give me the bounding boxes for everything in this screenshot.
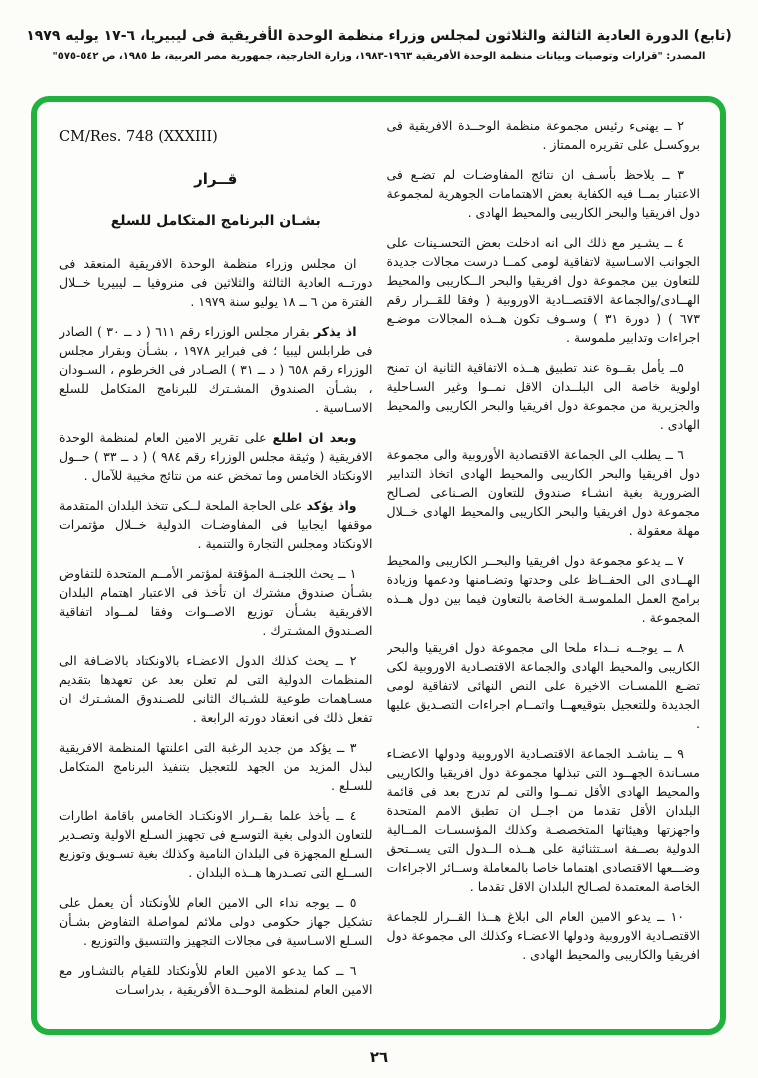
paragraph: ١٠ ــ يدعو الامين العام الى ابلاغ هــذا القــرار للجماعة الاقتصـادية الاوروبية ودولها الاعضـاء وكذلك الى مجموعة دول افريقيا والكاريبى والمحيط الهادى . bbox=[386, 909, 700, 962]
column-left bbox=[59, 116, 373, 1019]
paragraph: ٤ ــ يأخذ علما بقــرار الاونكتـاد الخامس باقامة اطارات للتعاون الدولى بغية التوسـع فى تجهيز السـلع الاولية وتصـدير السـلع المجهزة فى البلدان النامية وكذلك بغية تسـويق وتوزيع الســلع التى تصـدرها هــذه البلدان . bbox=[59, 808, 373, 881]
header-source-line: المصدر: "قرارات وتوصيات وبيانات منظمة الوحدة الأفريقية ١٩٦٣-١٩٨٣، وزارة الخارجية، جمهورية مصر العربية، ط ١٩٨٥، ص ٥٤٢-٥٧٥" bbox=[52, 51, 706, 62]
paragraph: ٢ ــ يهنىء رئيس مجموعة منظمة الوحــدة الافريقية فى بروكسـل على تقريره الممتاز . bbox=[386, 118, 700, 152]
header-session-title: (تابع) الدورة العادية الثالثة والثلاثون لمجلس وزراء منظمة الوحدة الأفريقية فى ليبيريا، ٦-١٧ يوليه ١٩٧٩ bbox=[26, 28, 732, 44]
paragraph: ٩ ــ يناشـد الجماعة الاقتصـادية الاوروبية ودولها الاعضـاء مسـاندة الجهــود التى تبذلها مجموعة دول افريقيا والكاريبى والمحيط الهادى الأقل نمــوا والتى لم تدرج بعد فى قائمة البلدان الأقل تقدما من اجــل ان تطبق الامم المتحدة واجهزتها وهيئاتها المتخصصـة وكذلك المؤسسـات المــالية الدولية بصــفة اسـتثنائية على هــذه الــدول التى يســتحق وضـــعها الاقتصادى اهتماما خاصا بالمعاملة وســائر الاجراءات الخاصة المعتمدة لصـالح البلدان الاقل تقدما . bbox=[386, 746, 700, 894]
page-header bbox=[0, 0, 758, 62]
resolution-title: قــرار bbox=[194, 170, 238, 189]
paragraph-lead: واذ يؤكد bbox=[306, 498, 357, 514]
right-column-paragraphs bbox=[387, 116, 701, 964]
page-number: ٢٦ bbox=[369, 1048, 389, 1066]
column-right bbox=[387, 116, 701, 1019]
paragraph: ٤ ــ يشـير مع ذلك الى انه ادخلت بعض التحسـينات على الجوانب الاسـاسية لاتفاقية لومى كمــا درست مجالات جديدة للتعاون بين مجموعة دول افريقيا والبحر الــكاريبى والمحيط الهــادى/والجماعة الاقتصــادية الاوروبية ( وفقا للقــرار رقم ٦٧٣ ) ( دورة ٣١ ) وسـوف تكون هــذه المجالات موضـع اجراءات وتدابير ملموسة . bbox=[386, 235, 700, 345]
paragraph: ٣ ــ يؤكد من جديد الرغبة التى اعلنتها المنظمة الافريقية لبذل المزيد من الجهد للتعجيل بتنفيذ البرنامج المتكامل للسـلع . bbox=[59, 740, 373, 794]
paragraph: ٥ ــ يوجه نداء الى الامين العام للأونكتاد أن يعمل على تشكيل جهاز حكومى دولى ملائم لمواصلة التفاوض بشـأن السـلع الاسـاسية فى مجالات التجهيز والتنسيق والتوزيع . bbox=[59, 895, 373, 949]
paragraph-lead: اذ يذكر bbox=[314, 324, 357, 340]
paragraph: ٥ــ يأمل بقــوة عند تطبيق هــذه الاتفاقية الثانية ان تمنح اولوية خاصة الى البلــدان الاقل نمــوا وغير السـاحلية والجزيرية من مجموعة دول افريقيا والبحر الكاريبى والمحيط الهادى . bbox=[386, 360, 700, 432]
paragraph: ان مجلس وزراء منظمة الوحدة الافريقية المنعقد فى دورتــه العادية الثالثة والثلاثين فى منروفيا ــ ليبيريا خــلال الفترة من ٦ ــ ١٨ يوليو سنة ١٩٧٩ . bbox=[59, 256, 373, 310]
paragraph: ٧ ــ يدعو مجموعة دول افريقيا والبحــر الكاريبى والمحيط الهــادى الى الحفــاظ على وحدتها وتضـامنها ودعمها وزيادة برامج العمل الملموسـة الخاصة بالتعاون فيما بين دول هــذه المجموعة . bbox=[386, 553, 700, 625]
paragraph-lead: وبعد ان اطلع bbox=[272, 430, 357, 446]
resolution-subtitle: بشـان البرنامج المتكامل للسلع bbox=[110, 212, 321, 229]
left-column-paragraphs bbox=[59, 254, 373, 999]
paragraph: واذ يؤكد على الحاجة الملحة لــكى تتخذ البلدان المتقدمة موقفها ايجابيا فى المفاوضـات الدولية خــلال مؤتمرات الاونكتاد ومجلس التجارة والتنمية . bbox=[59, 498, 373, 552]
paragraph: ١ ــ يحث اللجنــة المؤقتة لمؤتمر الأمــم المتحدة للتفاوض بشـأن صندوق مشترك ان تأخذ فى الاعتبار اهتمام البلدان الافريقية بشـأن توزيع الاصــوات وفقا لمــواد اتفاقية الصـندوق المشـترك . bbox=[59, 566, 373, 639]
paragraph: وبعد ان اطلع على تقرير الامين العام لمنظمة الوحدة الافريقية ( وثيقة مجلس الوزراء رقم ٩٨٤ ) ( د ــ ٣٣ ) حــول الاونكتاد الخامس وما تمخض عنه من نتائج مخيبة للآمال . bbox=[59, 430, 373, 484]
paragraph: اذ يذكر بقرار مجلس الوزراء رقم ٦١١ ( د ــ ٣٠ ) الصادر فى طرابلس ليبيا ؛ فى فبراير ١٩٧٨ ، بشـأن وبقرار مجلس الوزراء رقم ٦٥٨ ( د ــ ٣١ ) الصـادر فى الخرطوم ، السـودان ، بشـأن الصندوق المشـترك للبرنامج المتكامل للسلع الاسـاسية . bbox=[59, 324, 373, 416]
paragraph: ٦ ــ كما يدعو الامين العام للأونكتاد للقيام بالتشـاور مع الامين العام لمنظمة الوحــدة الأفريقية ، بدراسـات bbox=[59, 963, 373, 998]
paragraph: ٨ ــ يوجــه نــداء ملحا الى مجموعة دول افريقيا والبحر الكاريبى والمحيط الهادى والجماعة الاقتصـادية الاوروبية لكى تضـع اللمسـات الاخيرة على النص النهائى لاتفاقية لومى الجديدة وللتعجيل بتوقيعهــا واتمــام اجراءات التصـديق عليها . bbox=[386, 640, 700, 731]
paragraph: ٢ ــ يحث كذلك الدول الاعضـاء بالاونكتاد بالاضـافة الى المنظمات الدولية التى لم تعلن بعد عن تعهدها بتقديم مسـاهمات طوعية للشـباك الثانى للصـندوق المشـترك ان تفعل ذلك فى انعقاد دورته الرابعة . bbox=[59, 653, 373, 726]
resolution-code: CM/Res. 748 (XXXIII) bbox=[59, 129, 218, 145]
paragraph: ٦ ــ يطلب الى الجماعة الاقتصادية الأوروبية والى مجموعة دول افريقيا والبحر الكاريبى والمحيط الهادى اتخاذ التدابير الضرورية بغية انشـاء صندوق للتعاون الصـناعى لصـالح مجموعة دول افريقيا والبحر الكاريبى والمحيط الهادى خــلال مهلة معقولة . bbox=[386, 447, 700, 538]
paragraph: ٣ ــ يلاحظ بأسـف ان نتائج المفاوضـات لم تضـع فى الاعتبار بمــا فيه الكفاية بعض الاهتمامات الجوهرية لمجموعة دول افريقيا والبحر الكاريبى والمحيط الهادى . bbox=[386, 167, 700, 220]
resolution-border-box bbox=[31, 96, 726, 1035]
